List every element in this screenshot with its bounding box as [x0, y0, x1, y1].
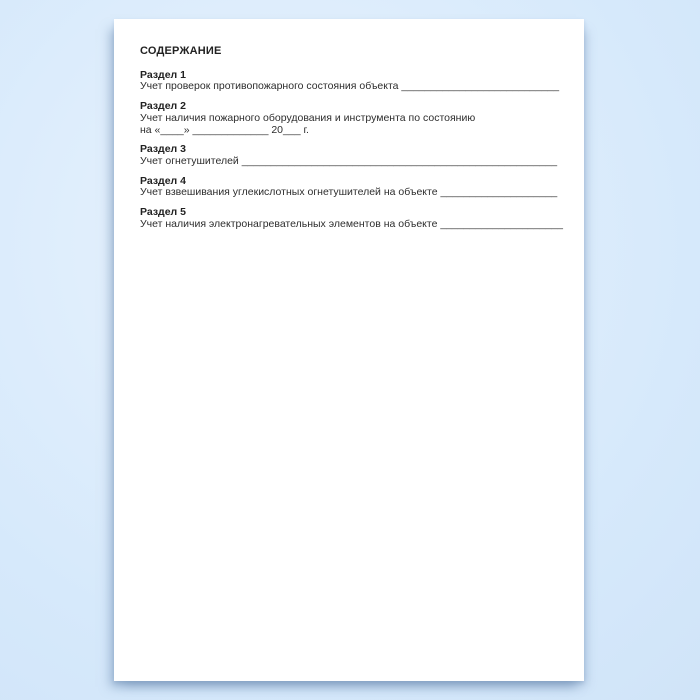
section-title: Раздел 3 — [140, 143, 186, 156]
document-heading: СОДЕРЖАНИЕ — [140, 45, 222, 57]
toc-section — [140, 207, 566, 230]
document-content — [114, 19, 584, 230]
section-line: на «____» _____________ 20___ г. — [140, 123, 309, 136]
section-line: Учет наличия электронагревательных элементов на объекте _____________________ — [140, 217, 563, 230]
section-title: Раздел 5 — [140, 206, 186, 219]
section-line: Учет наличия пожарного оборудования и инструмента по состоянию — [140, 111, 476, 124]
section-line: Учет проверок противопожарного состояния объекта ___________________________ — [140, 80, 560, 93]
document-page — [114, 19, 584, 681]
section-title: Раздел 4 — [140, 174, 186, 187]
section-line: Учет огнетушителей ______________________________________________________ — [140, 154, 558, 167]
section-line: Учет взвешивания углекислотных огнетушителей на объекте ____________________ — [140, 186, 558, 199]
section-title: Раздел 1 — [140, 68, 186, 81]
toc-section — [140, 176, 566, 199]
toc-sections — [140, 70, 566, 231]
section-title: Раздел 2 — [140, 100, 186, 113]
toc-section — [140, 144, 566, 167]
toc-section — [140, 70, 566, 93]
toc-section — [140, 101, 566, 136]
